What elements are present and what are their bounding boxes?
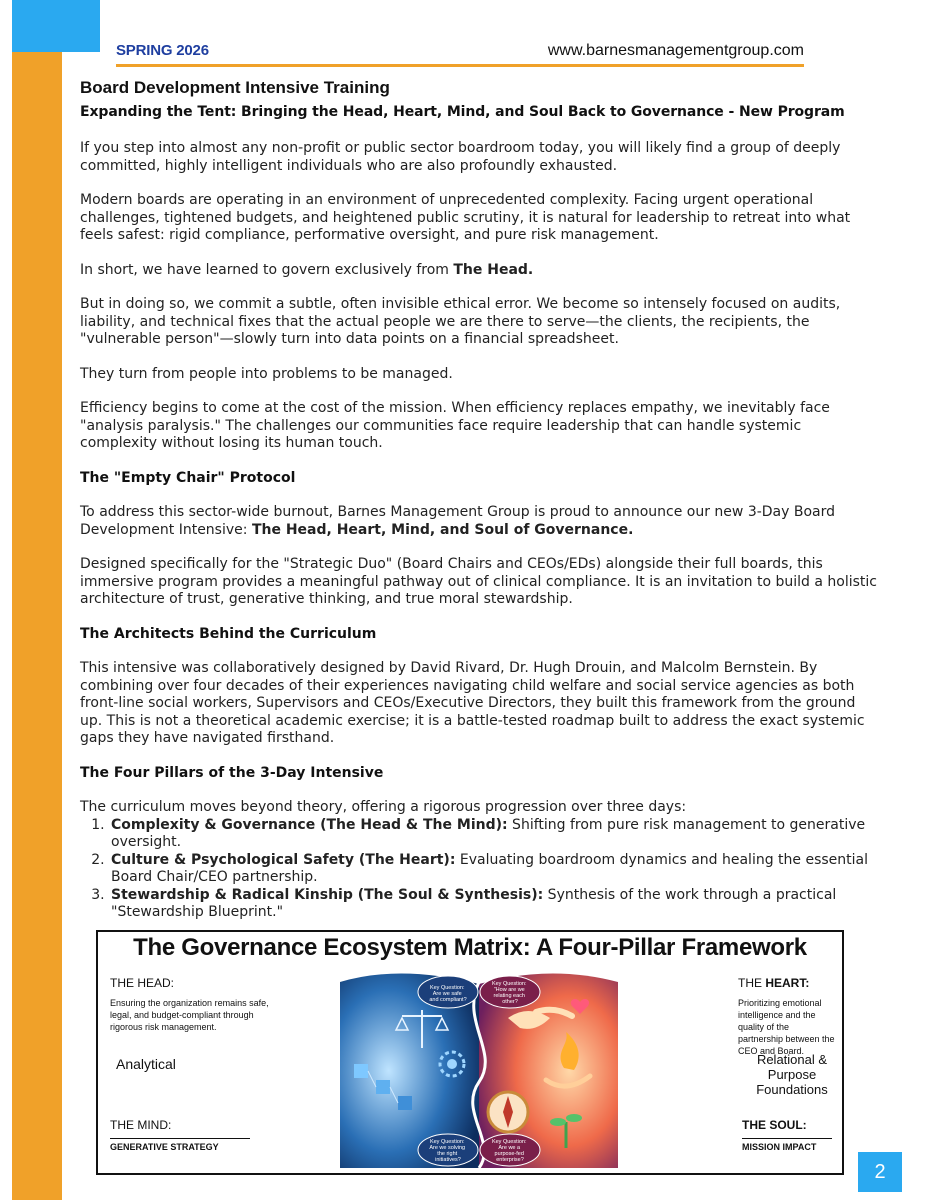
analytical-label: Analytical [116,1056,176,1072]
pillars-list [80,817,880,922]
heart-label [738,976,809,990]
pillar-title: Complexity & Governance (The Head & The Mind): [111,816,508,833]
list-item [109,852,880,887]
page-number: 2 [858,1152,902,1192]
key-question-bubble [480,1134,540,1166]
key-question-bubble [418,976,478,1008]
key-question-soul-line: Key Question: [491,1139,527,1145]
key-question-soul-line: enterprise? [496,1157,524,1163]
mind-footer: GENERATIVE STRATEGY [110,1142,219,1152]
key-question-heart-line: other? [502,999,518,1005]
soul-label: THE SOUL: [742,1118,807,1132]
issue-season: SPRING 2026 [116,42,209,59]
website-url: www.barnesmanagementgroup.com [547,42,804,59]
pillar-title: Culture & Psychological Safety (The Heart): [111,851,456,868]
paragraph: Designed specifically for the "Strategic Duo" (Board Chairs and CEOs/EDs) alongside their full boards, this immersive program provides a meaningful pathway out of clinical compliance. It is an invitation to build a holistic architecture of trust, generative thinking, and true moral stewardship. [80,556,877,607]
program-name: The Head, Heart, Mind, and Soul of Governance. [251,521,634,538]
page-header [116,42,804,68]
header-rule [116,64,804,67]
key-question-head [429,985,466,1003]
key-question-heart-line: relating each [493,993,525,999]
article-body [80,78,880,922]
key-question-soul-line: Are we a [498,1145,521,1151]
heart-label-word: HEART: [765,976,810,990]
list-item [109,817,880,852]
paragraph-text: To address this sector-wide burnout, Barnes Management Group is proud to announce our new 3-Day Board Development Intensive: [80,504,836,538]
article-title: Board Development Intensive Training [80,78,390,97]
pillar-text: Evaluating boardroom dynamics and healing the essential Board Chair/CEO partnership. [111,851,869,885]
head-description: Ensuring the organization remains safe, legal, and budget-compliant through rigorous risk management. [110,998,269,1032]
key-question-soul [492,1139,528,1163]
head-label: THE HEAD: [110,976,175,990]
section-heading: The "Empty Chair" Protocol [80,469,296,486]
article-subtitle: Expanding the Tent: Bringing the Head, Heart, Mind, and Soul Back to Governance - New Program [80,104,845,120]
heart-label-prefix: THE [738,976,766,990]
soul-footer: MISSION IMPACT [742,1142,817,1152]
key-question-mind-line: Are we solving [429,1145,466,1151]
paragraph: If you step into almost any non-profit or public sector boardroom today, you will likely find a group of deeply committed, highly intelligent individuals who are also profoundly exhausted. [80,140,841,174]
key-question-heart-line: "How are we [493,987,525,993]
key-question-head-line: and compliant? [429,997,467,1003]
paragraph: Modern boards are operating in an environment of unprecedented complexity. Facing urgent operational challenges, tightened budgets, and heightened public scrutiny, it is natural for leadership to retreat into what feels safest: rigid compliance, performative oversight, and pure risk management. [80,192,851,243]
key-question-soul-line: purpose-fed [494,1151,524,1157]
mind-label: THE MIND: [110,1118,172,1132]
section-heading: The Architects Behind the Curriculum [80,625,377,642]
key-question-bubble [418,1134,478,1166]
soul-divider [742,1138,832,1139]
paragraph-text: In short, we have learned to govern exclusively from [80,261,454,278]
pillar-text: Shifting from pure risk management to generative oversight. [111,816,866,850]
key-question-head-line: Are we safe [432,991,462,997]
compass-icon [488,1092,528,1132]
heart-description: Prioritizing emotional intelligence and the quality of the partnership between the CEO and Board. [738,998,835,1056]
paragraph [80,262,880,280]
paragraph: This intensive was collaboratively designed by David Rivard, Dr. Hugh Drouin, and Malcolm Bernstein. By combining over four decades of their experiences navigating child welfare and social service agencies as both front-line social workers, Supervisors and CEOs/Executive Directors, they built this framework from the ground up. This is not a theoretical academic exercise; it is a battle-tested roadmap built to address the exact systemic gaps they have navigated firsthand. [80,660,865,746]
matrix-title: The Governance Ecosystem Matrix: A Four-Pillar Framework [133,934,807,961]
key-question-mind-line: Key Question: [429,1139,465,1145]
paragraph [80,504,880,539]
paragraph: But in doing so, we commit a subtle, often invisible ethical error. We become so intensely focused on audits, liability, and technical fixes that the actual people we are there to serve—the clients, the recipients, the "vulnerable person"—slowly turn into data points on a financial spreadsheet. [80,296,841,347]
governance-matrix-figure [96,930,844,1175]
pillar-text: Synthesis of the work through a practical "Stewardship Blueprint." [111,886,837,920]
paragraph: Efficiency begins to come at the cost of the mission. When efficiency replaces empathy, we inevitably face "analysis paralysis." The challenges our communities face require leadership that can handle systemic complexity without losing its human touch. [80,400,830,451]
key-question-heart-line: Key Question: [491,981,527,987]
paragraph: They turn from people into problems to be managed. [80,365,453,382]
pillar-title: Stewardship & Radical Kinship (The Soul & Synthesis): [111,886,544,903]
left-accent-bar [12,0,62,1200]
corner-accent-block [12,0,100,52]
section-heading: The Four Pillars of the 3-Day Intensive [80,764,384,781]
key-question-mind-line: the right [437,1151,458,1157]
key-question-head-line: Key Question: [429,985,465,991]
key-question-mind-line: initiatives? [435,1157,461,1163]
list-item [109,887,880,922]
mind-divider [110,1138,250,1139]
paragraph-emphasis: The Head. [453,261,534,278]
paragraph: The curriculum moves beyond theory, offering a rigorous progression over three days: [80,799,687,815]
four-pillar-illustration [340,972,618,1168]
key-question-bubble [480,976,540,1008]
relational-label: Relational & Purpose Foundations [756,1052,828,1097]
